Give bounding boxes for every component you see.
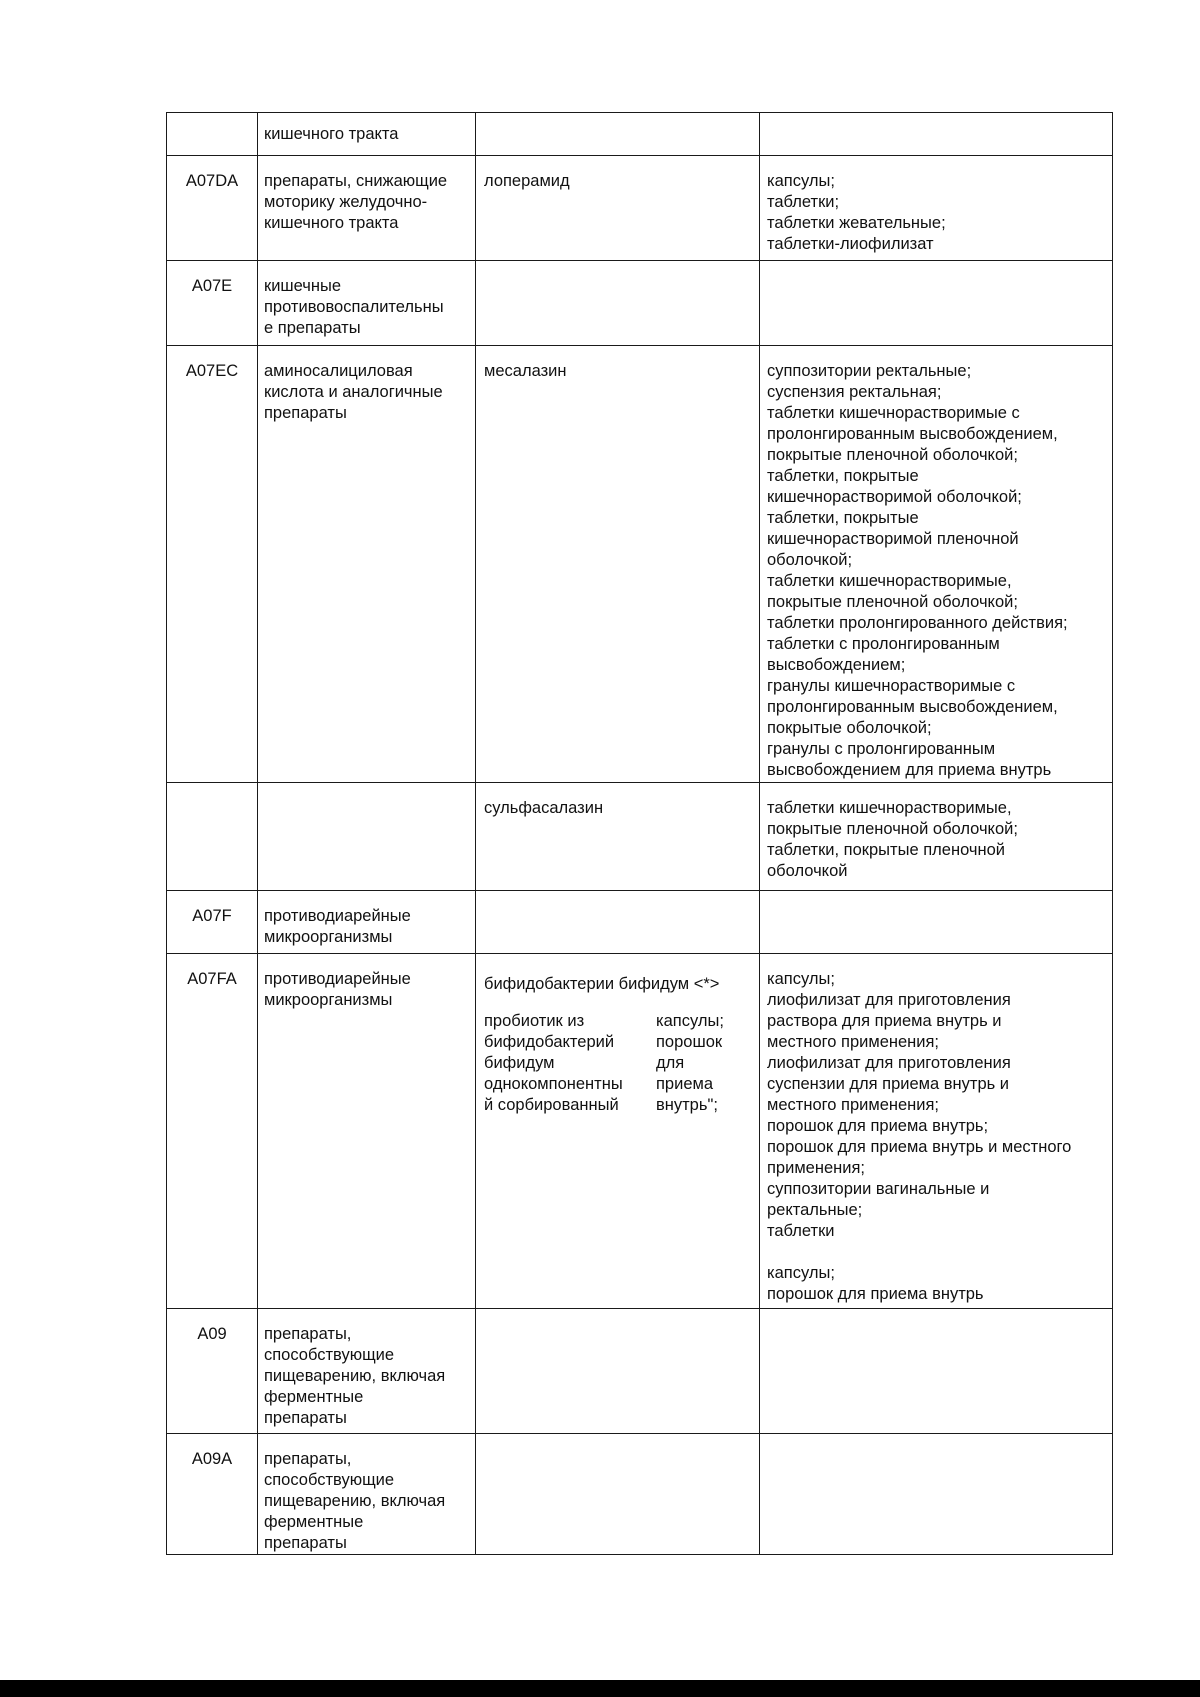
group-name-line: способствующие	[264, 1346, 395, 1364]
substance-cell	[476, 1434, 760, 1555]
dosage-form-line: суспензия ректальная;	[767, 383, 942, 401]
atc-code-cell: A07DA	[167, 156, 258, 261]
dosage-form-line: покрытые пленочной оболочкой;	[767, 820, 1018, 838]
group-name-cell	[258, 891, 476, 954]
group-name-line: противодиарейные	[264, 970, 411, 988]
substance-cell	[476, 113, 760, 156]
substance-cell	[476, 261, 760, 346]
table-row	[167, 783, 1113, 891]
dosage-form-cell	[760, 1434, 1113, 1555]
table-row	[167, 1309, 1113, 1434]
table-row	[167, 261, 1113, 346]
group-name-line: противовоспалительны	[264, 298, 444, 316]
dosage-form-line: местного применения;	[767, 1096, 940, 1114]
dosage-form-line: капсулы;	[767, 1264, 835, 1282]
dosage-form-line: высвобождением для приема внутрь	[767, 761, 1052, 779]
dosage-form-cell	[760, 954, 1113, 1309]
dosage-form-line: гранулы кишечнорастворимые с	[767, 677, 1016, 695]
group-name-line: моторику желудочно-	[264, 193, 428, 211]
substance-cell: сульфасалазин	[476, 783, 760, 891]
atc-code-cell: A07FA	[167, 954, 258, 1309]
table-row	[167, 891, 1113, 954]
probiotic-line: пробиотик из	[484, 1012, 585, 1030]
dosage-form-cell	[760, 113, 1113, 156]
dosage-form-cell	[760, 156, 1113, 261]
blank-line	[767, 1242, 1108, 1263]
dosage-form-cell	[760, 783, 1113, 891]
group-name-line: ферментные	[264, 1388, 364, 1406]
dosage-form-line: покрытые пленочной оболочкой;	[767, 446, 1018, 464]
probiotic-form-line: капсулы;	[656, 1012, 724, 1030]
table-row	[167, 1434, 1113, 1555]
dosage-form-line: порошок для приема внутрь	[767, 1285, 984, 1303]
dosage-form-line: таблетки кишечнорастворимые,	[767, 572, 1012, 590]
dosage-form-line: таблетки;	[767, 193, 840, 211]
table-row	[167, 156, 1113, 261]
dosage-form-cell	[760, 261, 1113, 346]
probiotic-form-line: порошок	[656, 1033, 723, 1051]
dosage-form-line: пролонгированным высвобождением,	[767, 698, 1058, 716]
group-name-cell	[258, 156, 476, 261]
dosage-form-line: покрытые оболочкой;	[767, 719, 932, 737]
substance-cell	[476, 1309, 760, 1434]
dosage-form-line: капсулы;	[767, 970, 835, 988]
group-name-line: способствующие	[264, 1471, 395, 1489]
dosage-form-line: таблетки, покрытые	[767, 467, 919, 485]
group-name-cell	[258, 261, 476, 346]
probiotic-line: бифидобактерий	[484, 1033, 615, 1051]
dosage-form-line: суппозитории вагинальные и	[767, 1180, 990, 1198]
group-name-line: ферментные	[264, 1513, 364, 1531]
dosage-form-line: порошок для приема внутрь и местного	[767, 1138, 1072, 1156]
dosage-form-line: таблетки с пролонгированным	[767, 635, 1000, 653]
dosage-form-line: оболочкой	[767, 862, 848, 880]
probiotic-line: однокомпонентны	[484, 1075, 623, 1093]
dosage-form-line: ректальные;	[767, 1201, 863, 1219]
group-name-cell	[258, 954, 476, 1309]
group-name-cell	[258, 1309, 476, 1434]
dosage-form-line: таблетки	[767, 1222, 835, 1240]
probiotic-line: бифидум	[484, 1054, 555, 1072]
dosage-form-cell	[760, 346, 1113, 783]
atc-code-cell: A07EC	[167, 346, 258, 783]
group-name-cell	[258, 783, 476, 891]
substance-cell: месалазин	[476, 346, 760, 783]
group-name-line: препараты,	[264, 1450, 352, 1468]
dosage-form-line: таблетки, покрытые пленочной	[767, 841, 1005, 859]
dosage-form-line: покрытые пленочной оболочкой;	[767, 593, 1018, 611]
dosage-form-line: местного применения;	[767, 1033, 940, 1051]
substance-name: бифидобактерии бифидум <*>	[484, 975, 720, 993]
group-name-line: препараты,	[264, 1325, 352, 1343]
group-name-line: препараты	[264, 1534, 347, 1552]
group-name-cell	[258, 1434, 476, 1555]
group-name-cell: кишечного тракта	[258, 113, 476, 156]
probiotic-form-line: внутрь";	[656, 1096, 718, 1114]
dosage-form-line: лиофилизат для приготовления	[767, 991, 1011, 1009]
dosage-form-line: таблетки кишечнорастворимые,	[767, 799, 1012, 817]
dosage-form-line: капсулы;	[767, 172, 835, 190]
group-name-cell	[258, 346, 476, 783]
dosage-form-line: кишечнорастворимой оболочкой;	[767, 488, 1022, 506]
substance-cell	[476, 891, 760, 954]
probiotic-description	[484, 1011, 656, 1116]
dosage-form-cell	[760, 891, 1113, 954]
group-name-line: пищеварению, включая	[264, 1367, 446, 1385]
dosage-form-line: лиофилизат для приготовления	[767, 1054, 1011, 1072]
substance-cell	[476, 954, 760, 1309]
group-name-line: кишечного тракта	[264, 214, 399, 232]
probiotic-forms	[656, 1011, 736, 1116]
dosage-form-line: суппозитории ректальные;	[767, 362, 972, 380]
substance-cell: лоперамид	[476, 156, 760, 261]
probiotic-line: й сорбированный	[484, 1096, 619, 1114]
probiotic-form-line: приема	[656, 1075, 714, 1093]
dosage-form-line: раствора для приема внутрь и	[767, 1012, 1002, 1030]
dosage-form-line: суспензии для приема внутрь и	[767, 1075, 1010, 1093]
atc-code-cell	[167, 113, 258, 156]
group-name-line: е препараты	[264, 319, 361, 337]
group-name-line: препараты	[264, 404, 347, 422]
probiotic-form-line: для	[656, 1054, 685, 1072]
group-name-line: микроорганизмы	[264, 928, 393, 946]
group-name-line: микроорганизмы	[264, 991, 393, 1009]
dosage-form-line: таблетки пролонгированного действия;	[767, 614, 1068, 632]
dosage-form-line: кишечнорастворимой пленочной	[767, 530, 1019, 548]
dosage-form-line: гранулы с пролонгированным	[767, 740, 996, 758]
dosage-form-line: таблетки, покрытые	[767, 509, 919, 527]
probiotic-block	[484, 1011, 755, 1116]
group-name-line: препараты	[264, 1409, 347, 1427]
atc-code-cell: A09	[167, 1309, 258, 1434]
drug-table	[166, 112, 1113, 1555]
group-name-line: кишечные	[264, 277, 342, 295]
dosage-form-line: высвобождением;	[767, 656, 906, 674]
atc-code-cell: A07F	[167, 891, 258, 954]
table-row	[167, 113, 1113, 156]
group-name-line: аминосалициловая	[264, 362, 413, 380]
dosage-form-line: таблетки жевательные;	[767, 214, 946, 232]
group-name-line: кислота и аналогичные	[264, 383, 443, 401]
group-name-line: пищеварению, включая	[264, 1492, 446, 1510]
dosage-form-line: таблетки-лиофилизат	[767, 235, 934, 253]
dosage-form-line: порошок для приема внутрь;	[767, 1117, 989, 1135]
scan-border-bar	[0, 1680, 1200, 1697]
dosage-form-line: оболочкой;	[767, 551, 853, 569]
dosage-form-cell	[760, 1309, 1113, 1434]
dosage-form-line: применения;	[767, 1159, 865, 1177]
table-row	[167, 346, 1113, 783]
table-row	[167, 954, 1113, 1309]
atc-code-cell: A07E	[167, 261, 258, 346]
group-name-line: противодиарейные	[264, 907, 411, 925]
atc-code-cell	[167, 783, 258, 891]
dosage-form-line: таблетки кишечнорастворимые с	[767, 404, 1020, 422]
dosage-form-line: пролонгированным высвобождением,	[767, 425, 1058, 443]
group-name-line: препараты, снижающие	[264, 172, 448, 190]
atc-code-cell: A09A	[167, 1434, 258, 1555]
